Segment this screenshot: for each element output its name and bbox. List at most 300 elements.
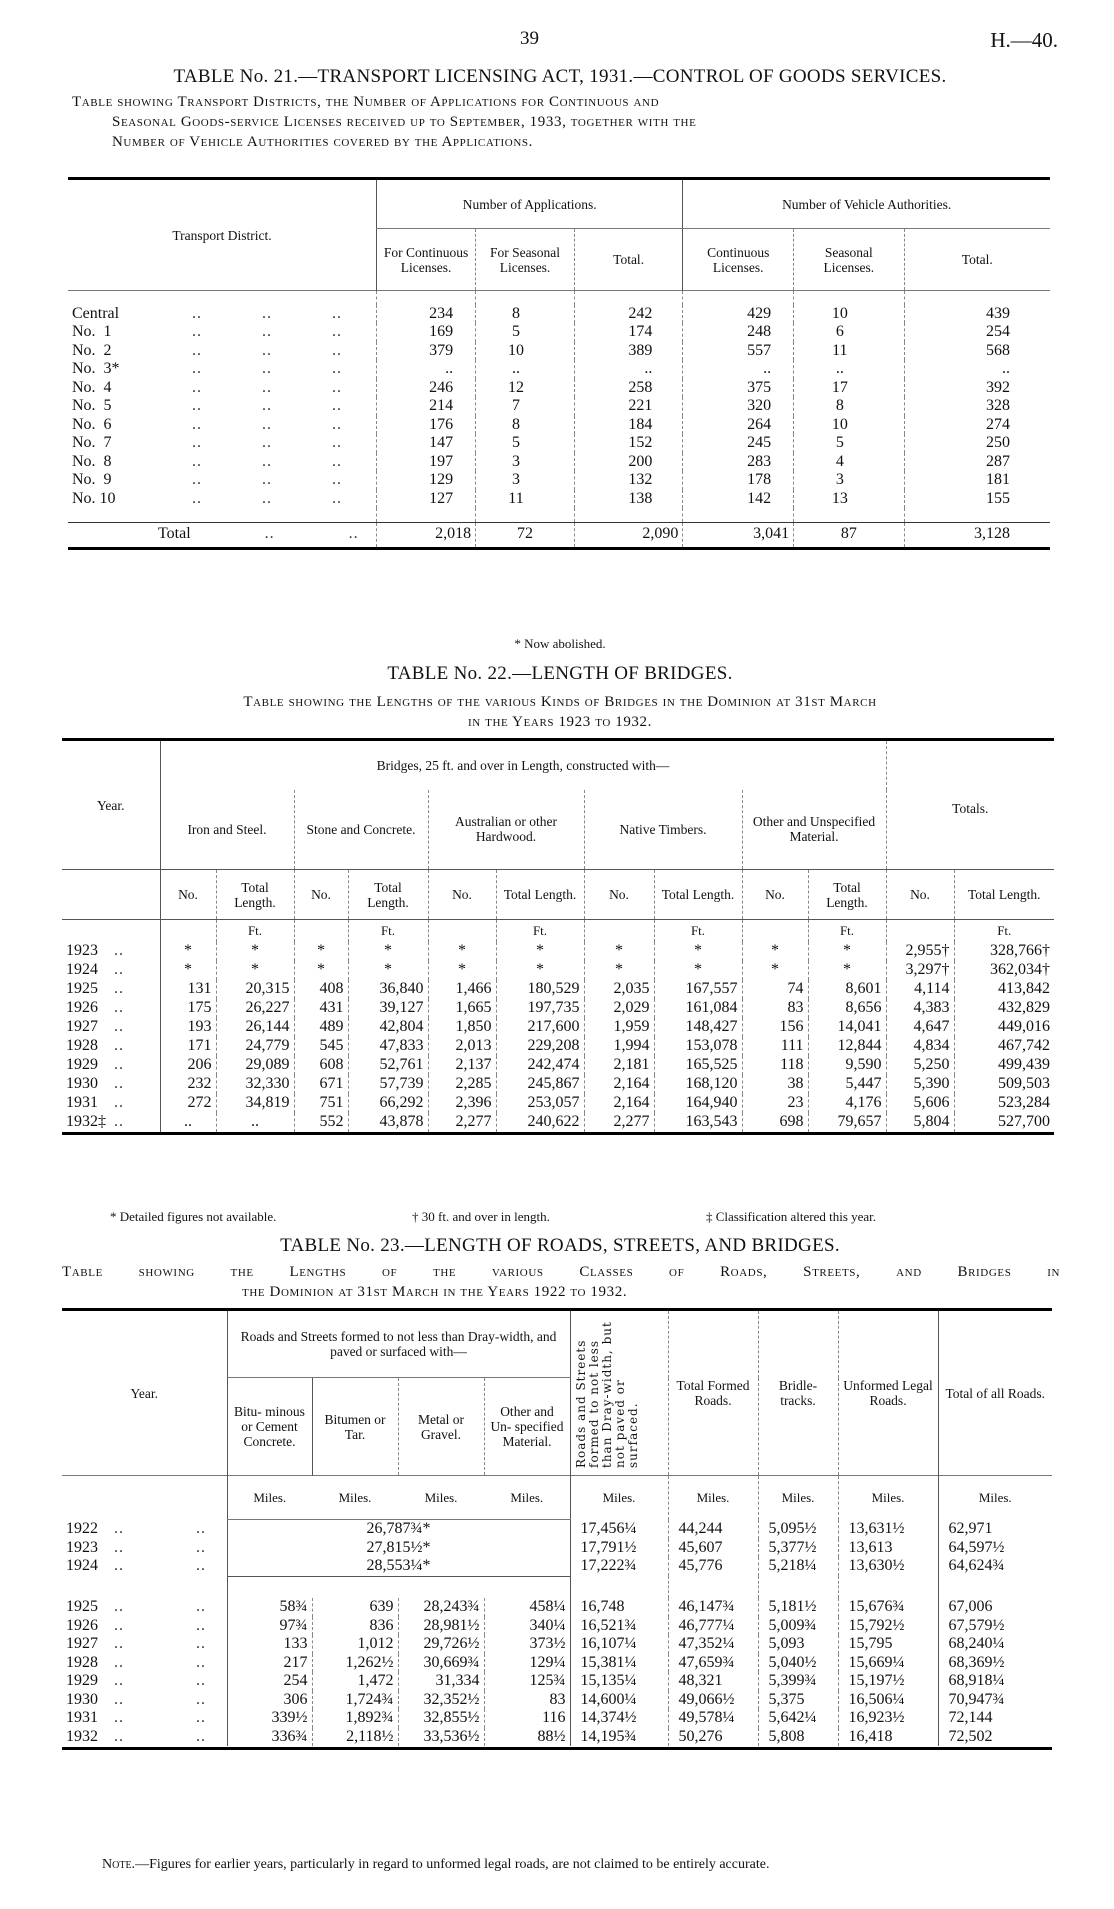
unit-miles: Miles. (312, 1476, 398, 1520)
combined-paved-cell: 27,815½* (227, 1539, 570, 1558)
table21-subtitle (72, 92, 1060, 152)
count-cell: * (742, 942, 808, 961)
count-cell: 1,850 (428, 1018, 496, 1037)
length-cell: 180,529 (496, 980, 584, 999)
header-number-of-applications: Number of Applications. (377, 179, 683, 229)
bridle-tracks-cell: 5,375 (758, 1691, 838, 1710)
leader-dots: .. (196, 1672, 206, 1689)
unpaved-cell: 14,600¼ (570, 1691, 668, 1710)
leader-dots: .. (196, 1727, 206, 1745)
length-cell: 362,034† (954, 961, 1054, 980)
header-app-total: Total. (574, 229, 682, 291)
header-total-formed: Total Formed Roads. (668, 1310, 758, 1476)
length-cell: * (654, 942, 742, 961)
length-cell: 29,089 (216, 1056, 294, 1075)
app-continuous-cell: 176 (377, 416, 476, 435)
length-cell: 43,878 (348, 1113, 428, 1132)
header-other-material: Other and Unspecified Material. (742, 790, 886, 870)
table21-title: TABLE No. 21.—TRANSPORT LICENSING ACT, 1931.—CONTROL OF GOODS SERVICES. (173, 66, 947, 87)
leader-dots: .. (114, 979, 124, 997)
year-label: 1931 (66, 1093, 98, 1111)
auth-continuous-cell: 429 (683, 305, 794, 324)
year-label: 1925 (66, 1598, 98, 1615)
total-formed-cell: 46,777¼ (668, 1617, 758, 1636)
count-cell: 3,297† (886, 961, 954, 980)
leader-dots: .. (262, 397, 272, 414)
table-row (62, 942, 1054, 961)
total-formed-cell: 44,244 (668, 1520, 758, 1539)
length-cell: 52,761 (348, 1056, 428, 1075)
table-row (62, 1672, 1052, 1691)
table22-title: TABLE No. 22.—LENGTH OF BRIDGES. (387, 663, 733, 684)
table-row (68, 490, 1050, 509)
app-continuous-cell: 147 (377, 434, 476, 453)
unpaved-cell: 16,748 (570, 1598, 668, 1617)
app-total-cell: 242 (574, 305, 682, 324)
table-row (62, 1018, 1054, 1037)
leader-dots: .. (332, 397, 342, 414)
district-cell (68, 360, 377, 379)
header-hardwood: Australian or other Hardwood. (428, 790, 584, 870)
leader-dots: .. (192, 378, 202, 396)
count-cell: 2,164 (584, 1094, 654, 1113)
header-auth-total: Total. (904, 229, 1050, 291)
app-seasonal-cell: .. (476, 360, 575, 379)
leader-dots: .. (196, 1690, 206, 1708)
length-cell: 229,208 (496, 1037, 584, 1056)
header-no: No. (160, 870, 216, 920)
leader-dots: .. (196, 1538, 206, 1556)
length-cell: 245,867 (496, 1075, 584, 1094)
header-stone-and-concrete: Stone and Concrete. (294, 790, 428, 870)
table22-footnote-double-dagger: ‡ Classification altered this year. (706, 1209, 877, 1224)
bituminous-cell: 58¾ (227, 1598, 312, 1617)
year-cell (62, 1617, 227, 1636)
count-cell: * (584, 942, 654, 961)
header-year: Year. (96, 797, 125, 813)
header-no: No. (294, 870, 348, 920)
bridle-tracks-cell: 5,181½ (758, 1598, 838, 1617)
unpaved-cell: 16,107¼ (570, 1635, 668, 1654)
count-cell: 5,250 (886, 1056, 954, 1075)
leader-dots: .. (262, 415, 272, 433)
table-row (62, 1094, 1054, 1113)
app-continuous-cell: 234 (377, 305, 476, 324)
leader-dots: .. (192, 360, 202, 377)
other-material-cell: 340¼ (484, 1617, 570, 1636)
leader-dots: .. (114, 1690, 124, 1708)
auth-continuous-cell: 178 (683, 471, 794, 490)
leader-dots: .. (262, 341, 272, 359)
count-cell: 2,277 (584, 1113, 654, 1132)
auth-continuous-cell: 283 (683, 453, 794, 472)
total-all-cell: 68,240¼ (938, 1635, 1052, 1654)
leader-dots: .. (114, 1672, 124, 1689)
unformed-legal-cell: 13,630½ (838, 1557, 938, 1576)
header-auth-seasonal: Seasonal Licenses. (794, 229, 904, 291)
header-number-of-vehicle-authorities: Number of Vehicle Authorities. (683, 179, 1050, 229)
leader-dots: .. (262, 360, 272, 377)
length-cell: 4,176 (808, 1094, 886, 1113)
leader-dots: .. (332, 452, 342, 470)
app-seasonal-cell: 5 (476, 434, 575, 453)
table-row (68, 323, 1050, 342)
unpaved-cell: 14,374½ (570, 1709, 668, 1728)
unpaved-cell: 17,791½ (570, 1539, 668, 1558)
header-bitumen-tar: Bitumen or Tar. (312, 1378, 398, 1476)
unpaved-cell: 17,456¼ (570, 1520, 668, 1539)
length-cell: 240,622 (496, 1113, 584, 1132)
length-cell: * (654, 961, 742, 980)
count-cell: * (584, 961, 654, 980)
table-row (62, 999, 1054, 1018)
header-no: No. (428, 870, 496, 920)
app-continuous-cell: 379 (377, 342, 476, 361)
leader-dots: .. (114, 1557, 124, 1575)
count-cell: 408 (294, 980, 348, 999)
unpaved-cell: 17,222¾ (570, 1557, 668, 1576)
year-cell (62, 1539, 227, 1558)
unit-feet: Ft. (808, 920, 886, 942)
table22-subtitle-line: in the Years 1923 to 1932. (468, 714, 652, 730)
year-cell (62, 1672, 227, 1691)
bituminous-cell: 306 (227, 1691, 312, 1710)
year-label: 1932 (66, 1727, 98, 1745)
combined-paved-cell: 28,553¼* (227, 1557, 570, 1576)
count-cell: * (742, 961, 808, 980)
length-cell: 499,439 (954, 1056, 1054, 1075)
count-cell: 431 (294, 999, 348, 1018)
leader-dots: .. (332, 415, 342, 433)
other-material-cell: 116 (484, 1709, 570, 1728)
count-cell: 751 (294, 1094, 348, 1113)
leader-dots: .. (262, 452, 272, 470)
leader-dots: .. (114, 1093, 124, 1111)
count-cell: 1,994 (584, 1037, 654, 1056)
auth-total-cell: 254 (904, 323, 1050, 342)
table22-footnote-dagger: † 30 ft. and over in length. (412, 1209, 550, 1224)
district-name: No. 7 (72, 434, 112, 451)
year-cell (62, 1018, 160, 1037)
unformed-legal-cell: 15,197½ (838, 1672, 938, 1691)
auth-continuous-cell: 557 (683, 342, 794, 361)
bridle-tracks-cell: 5,009¾ (758, 1617, 838, 1636)
year-label: 1927 (66, 1017, 98, 1035)
leader-dots: .. (114, 1727, 124, 1745)
leader-dots: .. (192, 304, 202, 322)
length-cell: 36,840 (348, 980, 428, 999)
count-cell: 111 (742, 1037, 808, 1056)
app-total-cell: .. (574, 360, 682, 379)
length-cell: * (348, 961, 428, 980)
length-cell: * (808, 942, 886, 961)
total-formed-cell: 47,659¾ (668, 1654, 758, 1673)
length-cell: 167,557 (654, 980, 742, 999)
auth-total-cell: 568 (904, 342, 1050, 361)
count-cell: 1,959 (584, 1018, 654, 1037)
unit-blank (584, 920, 654, 942)
unformed-legal-cell: 15,669¼ (838, 1654, 938, 1673)
table-row (68, 471, 1050, 490)
unformed-legal-cell: 15,676¾ (838, 1598, 938, 1617)
leader-dots: .. (114, 1036, 124, 1054)
leader-dots: .. (192, 415, 202, 433)
table-row (68, 379, 1050, 398)
leader-dots: .. (196, 1653, 206, 1671)
total-all-cell: 64,624¾ (938, 1557, 1052, 1576)
auth-total-cell: 274 (904, 416, 1050, 435)
year-label: 1932‡ (66, 1112, 106, 1130)
count-cell: 272 (160, 1094, 216, 1113)
header-total-length: Total Length. (954, 870, 1054, 920)
table22-subtitle-line: Table showing the Lengths of the various Kinds of Bridges in the Dominion at 31st March (243, 694, 877, 710)
district-cell (68, 305, 377, 324)
bridle-tracks-cell: 5,095½ (758, 1520, 838, 1539)
header-metal-gravel: Metal or Gravel. (398, 1378, 484, 1476)
bridle-tracks-cell: 5,093 (758, 1635, 838, 1654)
length-cell: 5,447 (808, 1075, 886, 1094)
unit-blank (886, 920, 954, 942)
unformed-legal-cell: 13,613 (838, 1539, 938, 1558)
table-row (68, 342, 1050, 361)
auth-total-cell: 392 (904, 379, 1050, 398)
auth-continuous-cell: 320 (683, 397, 794, 416)
app-total-cell: 174 (574, 323, 682, 342)
bitumen-tar-cell: 1,472 (312, 1672, 398, 1691)
auth-seasonal-cell: 8 (794, 397, 904, 416)
table21-subtitle-line: Table showing Transport Districts, the Number of Applications for Continuous and (72, 94, 660, 110)
year-cell (62, 1728, 227, 1747)
table-row (62, 1056, 1054, 1075)
year-label: 1926 (66, 1616, 98, 1634)
table-row (62, 1654, 1052, 1673)
leader-dots: .. (114, 1055, 124, 1073)
auth-seasonal-cell: 11 (794, 342, 904, 361)
length-cell: 47,833 (348, 1037, 428, 1056)
metal-gravel-cell: 33,536½ (398, 1728, 484, 1747)
bitumen-tar-cell: 1,724¾ (312, 1691, 398, 1710)
unit-miles: Miles. (227, 1476, 312, 1520)
leader-dots: .. (192, 452, 202, 470)
year-label: 1924 (66, 960, 98, 978)
auth-total-cell: 155 (904, 490, 1050, 509)
auth-continuous-cell: 142 (683, 490, 794, 509)
length-cell: 467,742 (954, 1037, 1054, 1056)
table-row (62, 1617, 1052, 1636)
bridle-tracks-cell: 5,642¼ (758, 1709, 838, 1728)
table-row (62, 1037, 1054, 1056)
leader-dots: .. (114, 1519, 124, 1537)
year-cell (62, 942, 160, 961)
unpaved-cell: 14,195¾ (570, 1728, 668, 1747)
length-cell: 242,474 (496, 1056, 584, 1075)
leader-dots: .. (114, 1017, 124, 1035)
other-material-cell: 83 (484, 1691, 570, 1710)
bridle-tracks-cell: 5,218¼ (758, 1557, 838, 1576)
district-name: No. 4 (72, 378, 112, 396)
length-cell: * (348, 942, 428, 961)
district-name: No. 8 (72, 452, 112, 470)
metal-gravel-cell: 32,855½ (398, 1709, 484, 1728)
table-row (68, 434, 1050, 453)
year-label: 1930 (66, 1074, 98, 1092)
leader-dots: .. (192, 434, 202, 451)
unit-feet: Ft. (654, 920, 742, 942)
district-cell (68, 397, 377, 416)
total-formed-cell: 50,276 (668, 1728, 758, 1747)
length-cell: * (216, 942, 294, 961)
header-year: Year. (130, 1385, 158, 1401)
length-cell: * (496, 942, 584, 961)
count-cell: 2,164 (584, 1075, 654, 1094)
length-cell: 217,600 (496, 1018, 584, 1037)
length-cell: 20,315 (216, 980, 294, 999)
bituminous-cell: 97¾ (227, 1617, 312, 1636)
bridle-tracks-cell: 5,808 (758, 1728, 838, 1747)
total-app-continuous: 2,018 (377, 522, 476, 548)
length-cell: 8,601 (808, 980, 886, 999)
district-name: No. 1 (72, 323, 112, 340)
total-all-cell: 68,918¼ (938, 1672, 1052, 1691)
header-unpaved-text: Roads and Streets formed to not less than Dray-width, but not paved or surfaced. (573, 1321, 640, 1468)
leader-dots: .. (196, 1557, 206, 1575)
district-cell (68, 379, 377, 398)
table-row (68, 453, 1050, 472)
count-cell: 608 (294, 1056, 348, 1075)
year-label: 1928 (66, 1036, 98, 1054)
table-row (68, 397, 1050, 416)
bituminous-cell: 217 (227, 1654, 312, 1673)
count-cell: 23 (742, 1094, 808, 1113)
other-material-cell: 129¼ (484, 1654, 570, 1673)
app-total-cell: 221 (574, 397, 682, 416)
metal-gravel-cell: 30,669¾ (398, 1654, 484, 1673)
total-all-cell: 62,971 (938, 1520, 1052, 1539)
count-cell: * (294, 961, 348, 980)
count-cell: 131 (160, 980, 216, 999)
other-material-cell: 88½ (484, 1728, 570, 1747)
app-total-cell: 389 (574, 342, 682, 361)
length-cell: 34,819 (216, 1094, 294, 1113)
table22-subtitle (60, 692, 1060, 732)
app-seasonal-cell: 10 (476, 342, 575, 361)
leader-dots: .. (262, 471, 272, 488)
count-cell: 4,647 (886, 1018, 954, 1037)
header-transport-district: Transport District. (172, 227, 272, 243)
count-cell: 4,834 (886, 1037, 954, 1056)
count-cell: 4,383 (886, 999, 954, 1018)
total-all-cell: 72,502 (938, 1728, 1052, 1747)
count-cell: 74 (742, 980, 808, 999)
year-label: 1927 (66, 1635, 98, 1652)
count-cell: 1,466 (428, 980, 496, 999)
leader-dots: .. (192, 471, 202, 488)
count-cell: 206 (160, 1056, 216, 1075)
length-cell: 523,284 (954, 1094, 1054, 1113)
header-native-timbers: Native Timbers. (584, 790, 742, 870)
note-text: —Figures for earlier years, particularly in regard to unformed legal roads, are not claimed to be entirely accurate. (135, 1857, 770, 1872)
unit-feet: Ft. (216, 920, 294, 942)
auth-seasonal-cell: 17 (794, 379, 904, 398)
leader-dots: .. (114, 960, 124, 978)
table-row (62, 1557, 1052, 1576)
length-cell: 413,842 (954, 980, 1054, 999)
unit-miles: Miles. (758, 1476, 838, 1520)
year-cell (62, 1691, 227, 1710)
app-continuous-cell: 214 (377, 397, 476, 416)
length-cell: 153,078 (654, 1037, 742, 1056)
bituminous-cell: 254 (227, 1672, 312, 1691)
header-total-all-roads: Total of all Roads. (938, 1310, 1052, 1476)
app-seasonal-cell: 11 (476, 490, 575, 509)
district-cell (68, 323, 377, 342)
document-reference: H.—40. (990, 28, 1058, 52)
table23-title: TABLE No. 23.—LENGTH OF ROADS, STREETS, AND BRIDGES. (280, 1235, 840, 1256)
app-seasonal-cell: 8 (476, 416, 575, 435)
length-cell: 57,739 (348, 1075, 428, 1094)
length-cell: 165,525 (654, 1056, 742, 1075)
unit-feet: Ft. (954, 920, 1054, 942)
app-continuous-cell: 169 (377, 323, 476, 342)
year-label: 1928 (66, 1653, 98, 1671)
length-cell: 66,292 (348, 1094, 428, 1113)
count-cell: 156 (742, 1018, 808, 1037)
auth-seasonal-cell: 10 (794, 305, 904, 324)
leader-dots: .. (262, 434, 272, 451)
header-total-length: Total Length. (216, 870, 294, 920)
unit-blank (160, 920, 216, 942)
unit-miles: Miles. (838, 1476, 938, 1520)
total-app-total: 2,090 (574, 522, 682, 548)
count-cell: 5,606 (886, 1094, 954, 1113)
count-cell: 83 (742, 999, 808, 1018)
table-row (68, 360, 1050, 379)
leader-dots: .. (114, 1635, 124, 1652)
unformed-legal-cell: 15,792½ (838, 1617, 938, 1636)
leader-dots: .. (262, 489, 272, 507)
total-auth-total: 3,128 (904, 522, 1050, 548)
total-formed-cell: 47,352¼ (668, 1635, 758, 1654)
count-cell: 4,114 (886, 980, 954, 999)
length-cell: .. (216, 1113, 294, 1132)
app-seasonal-cell: 3 (476, 453, 575, 472)
combined-paved-cell: 26,787¾* (227, 1520, 570, 1539)
count-cell: 552 (294, 1113, 348, 1132)
auth-total-cell: 287 (904, 453, 1050, 472)
year-label: 1929 (66, 1672, 98, 1689)
unit-miles: Miles. (570, 1476, 668, 1520)
leader-dots: .. (114, 1112, 124, 1130)
length-cell: * (216, 961, 294, 980)
total-formed-cell: 49,578¼ (668, 1709, 758, 1728)
total-auth-seasonal: 87 (794, 522, 904, 548)
auth-seasonal-cell: 10 (794, 416, 904, 435)
leader-dots: .. (192, 489, 202, 507)
count-cell: 5,804 (886, 1113, 954, 1132)
length-cell: 148,427 (654, 1018, 742, 1037)
leader-dots: .. (262, 304, 272, 322)
count-cell: * (428, 961, 496, 980)
unformed-legal-cell: 16,418 (838, 1728, 938, 1747)
year-cell (62, 1075, 160, 1094)
count-cell: 193 (160, 1018, 216, 1037)
year-label: 1930 (66, 1690, 98, 1708)
total-formed-cell: 45,776 (668, 1557, 758, 1576)
header-total-length: Total Length. (808, 870, 886, 920)
header-iron-and-steel: Iron and Steel. (160, 790, 294, 870)
total-all-cell: 67,006 (938, 1598, 1052, 1617)
year-cell (62, 961, 160, 980)
